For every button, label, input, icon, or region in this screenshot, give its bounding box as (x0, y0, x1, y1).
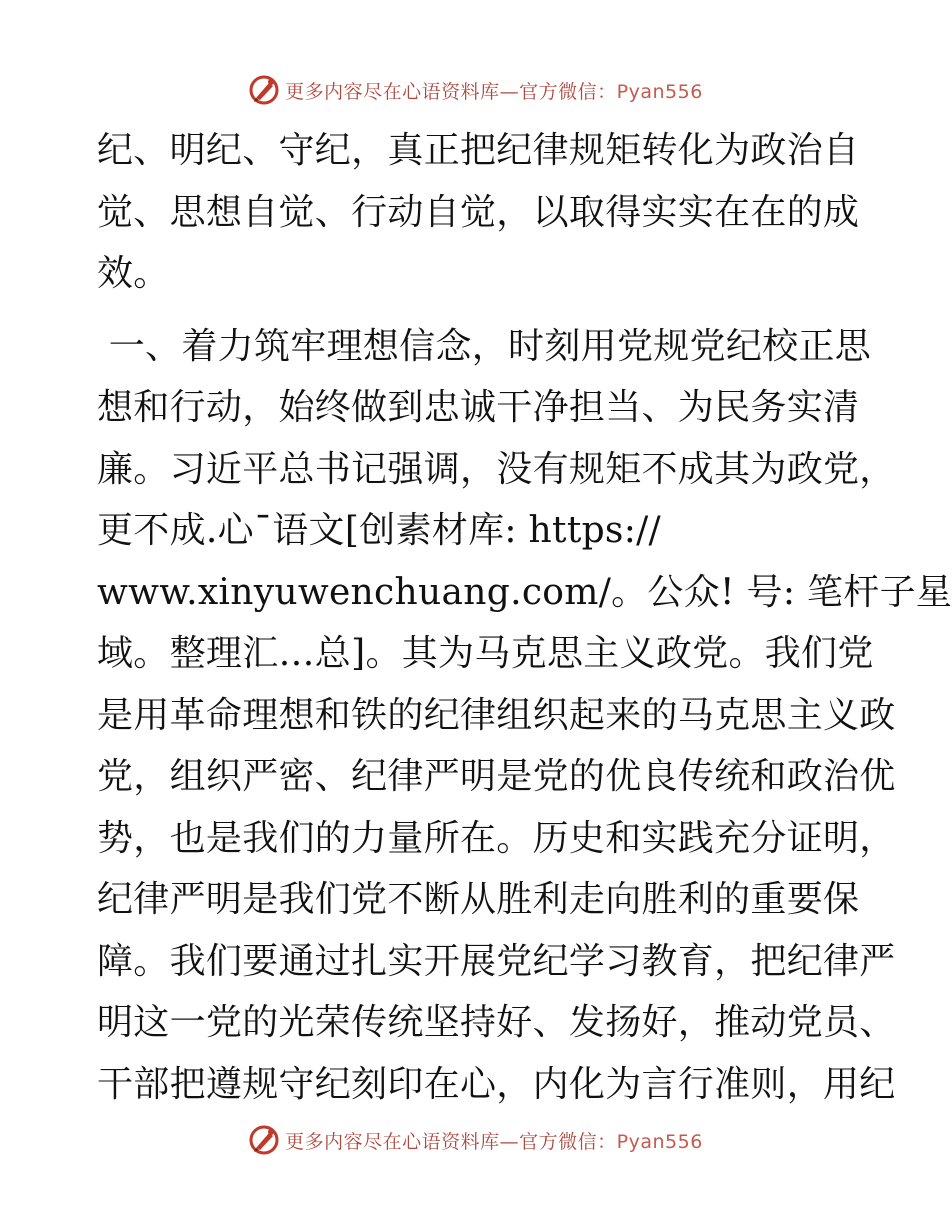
footer-banner-inner (247, 1123, 703, 1157)
text-line: www.xinyuwenchuang.com/。公众! 号: 笔杆子星 (97, 571, 952, 613)
header-banner-text: 更多内容尽在心语资料库—官方微信：Pyan556 (285, 80, 703, 103)
text-line: 想和行动，始终做到忠诚干净担当、为民务实清 (97, 387, 860, 428)
header-banner (0, 70, 950, 110)
footer-banner-text: 更多内容尽在心语资料库—官方微信：Pyan556 (285, 1130, 703, 1153)
text-line: 纪、明纪、守纪，真正把纪律规矩转化为政治自 (97, 130, 860, 171)
text-line: 觉、思想自觉、行动自觉，以取得实实在在的成 (97, 191, 860, 233)
text-line: 明这一党的光荣传统坚持好、发扬好，推动党员、 (97, 1002, 896, 1043)
pen-logo-icon (247, 1123, 281, 1157)
text-line: 廉。习近平总书记强调，没有规矩不成其为政党， (97, 448, 896, 490)
text-line: 纪律严明是我们党不断从胜利走向胜利的重要保 (97, 879, 860, 920)
text-line: 干部把遵规守纪刻印在心，内化为言行准则，用纪 (97, 1063, 896, 1105)
text-line: 更不成.心¯语文[创素材库: https:// (97, 510, 661, 551)
text-line: 是用革命理想和铁的纪律组织起来的马克思主义政 (97, 694, 896, 736)
text-line: 效。 (97, 253, 170, 294)
paragraph-1 (97, 120, 860, 305)
text-line: 势，也是我们的力量所在。历史和实践充分证明， (97, 817, 896, 859)
paragraph-2 (97, 316, 952, 1116)
text-line: 域。整理汇…总]。其为马克思主义政党。我们党 (97, 633, 874, 674)
footer-banner (0, 1120, 950, 1160)
document-body (97, 120, 952, 1115)
text-line: 党，组织严密、纪律严明是党的优良传统和政治优 (97, 756, 896, 797)
wechat-id: Pyan556 (616, 1130, 703, 1153)
wechat-id: Pyan556 (616, 80, 703, 103)
text-line: 一、着力筑牢理想信念，时刻用党规党纪校正思 (97, 325, 872, 367)
header-banner-inner (247, 73, 703, 107)
pen-logo-icon (247, 73, 281, 107)
text-line: 障。我们要通过扎实开展党纪学习教育，把纪律严 (97, 940, 896, 982)
